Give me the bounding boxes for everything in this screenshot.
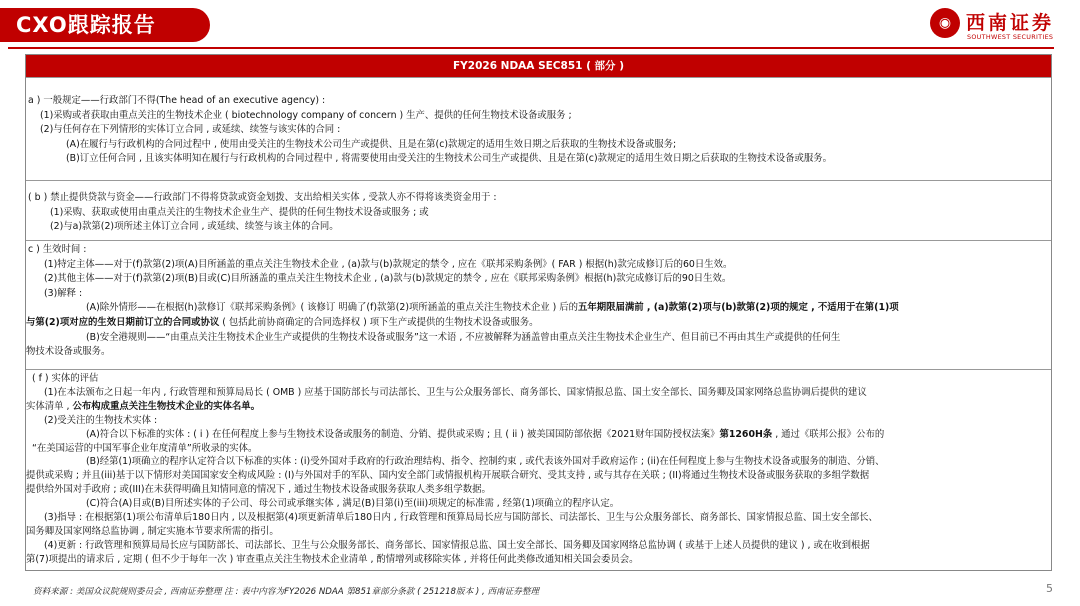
section-f-line-11: (3)指导 : 在根据第(1)项公布清单后180日内 , 以及根据第(4)项更新清单后180日内 , 行政管理和预算局局长应与国防部长、司法部长、卫生与公众服务部长、商务部长、国家情报总监、国土安全部长、 [44,512,878,524]
section-f-line-4: (2)受关注的生物技术实体 : [44,414,158,426]
section-f-line-3-bold: 公布构成重点关注生物技术企业的实体名单。 [72,400,260,412]
content-table [25,54,1052,571]
section-f-line-5-bold: 第1260H条 [719,428,773,440]
page-title: CXO跟踪报告 [16,13,156,37]
section-f-line-7: (B)经第(1)项确立的程序认定符合以下标准的实体 : (i)受外国对手政府的行政治理结构、指令、控制约束 , 或代表该外国对手政府运作 ; (ii)在任何程度上参与生物技术设备或服务的制造、分销、 [86,456,885,468]
section-c [26,240,1051,369]
section-a-line-5: (B)订立任何合同 , 且该实体明知在履行与行政机构的合同过程中 , 将需要使用由受关注的生物技术公司生产或提供、且是在第(c)款规定的适用生效日期之后获取的生物技术设备或服务。 [66,153,832,165]
section-f-line-3 [26,400,1051,414]
section-f-line-2: (1)在本法颁布之日起一年内 , 行政管理和预算局局长 ( OMB ) 应基于国防部长与司法部长、卫生与公众服务部长、商务部长、国家情报总监、国土安全部长、国务卿及国家网络总监协调后提供的建议 [44,386,867,398]
page-number: 5 [1046,582,1053,595]
company-logo [930,6,1070,46]
section-f-line-14: 第(7)项提出的请求后 , 定期 ( 但不少于每年一次 ) 审查重点关注生物技术企业清单 , 酌情增列或移除实体 , 并将任何此类修改通知相关国会委员会。 [26,553,639,565]
section-f-line-13: (4)更新 : 行政管理和预算局局长应与国防部长、司法部长、卫生与公众服务部长、商务部长、国家情报总监、国土安全部长、国务卿及国家网络总监协调 ( 或基于上述人员提供的建议 ) , 或在收到根据 [44,539,870,551]
section-f-line-10: (C)符合(A)目或(B)目所述实体的子公司、母公司或承继实体 , 满足(B)目第(i)至(iii)项规定的标准需 , 经第(1)项确立的程序认定。 [86,498,620,510]
section-f-line-5-text: (A)符合以下标准的实体 : ( i ) 在任何程度上参与生物技术设备或服务的制造、分销、提供或采购 ; 且 ( ii ) 被美国国防部依据《2021财年国防授权法案》 [86,428,720,440]
section-f-line-12: 国务卿及国家网络总监协调 , 制定实施本节要求所需的指引。 [26,525,279,537]
section-c-line-6 [26,316,1051,331]
table-heading: FY2026 NDAA SEC851 ( 部分 ) [26,55,1051,77]
header-divider [8,47,1054,49]
section-c-line-5 [26,301,1051,316]
section-f-line-5-tail: , 通过《联邦公报》公布的 [772,428,885,440]
section-c-line-7: (B)安全港规则——“由重点关注生物技术企业生产或提供的生物技术设备或服务”这一术语 , 不应被解释为涵盖曾由重点关注生物技术企业生产、但目前已不再由其生产或提供的任何生 [86,331,841,343]
section-c-line-2: (1)特定主体——对于(f)款第(2)项(A)目所涵盖的重点关注生物技术企业 , (a)款与(b)款规定的禁令 , 应在《联邦采购条例》( FAR ) 根据(h)款完成修订后的60日生效。 [44,258,733,270]
section-a-line-4: (A)在履行与行政机构的合同过程中 , 使用由受关注的生物技术公司生产或提供、且是在第(c)款规定的适用生效日期之后获取的生物技术设备或服务; [66,138,677,150]
top-bar [0,0,1080,48]
logo-mark-icon: ◉ [930,8,960,38]
section-c-line-6-bold: 与第(2)项对应的生效日期前订立的合同或协议 [26,316,220,328]
section-a-line-2: (1)采购或者获取由重点关注的生物技术企业 ( biotechnology company of concern ) 生产、提供的任何生物技术设备或服务 ; [40,109,572,121]
section-c-line-3: (2)其他主体——对于(f)款第(2)项(B)目或(C)目所涵盖的重点关注生物技术企业 , (a)款与(b)款规定的禁令 , 应在《联邦采购条例》根据(h)款完成修订后的90日生效。 [44,273,732,285]
section-a-line-1: a ) 一般规定——行政部门不得(The head of an executive agency) : [28,95,326,106]
section-c-line-8: 物技术设备或服务。 [26,346,111,358]
section-f-line-9: 提供给外国对手政府 ; 或(III)在未获得明确且知情同意的情况下 , 通过生物技术设备或服务获取人类多组学数据。 [26,484,491,496]
section-c-line-6-text: ( 包括此前协商确定的合同选择权 ) 项下生产或提供的生物技术设备或服务。 [219,316,539,328]
section-b-line-2: (1)采购、获取或使用由重点关注的生物技术企业生产、提供的任何生物技术设备或服务 ; 或 [50,206,429,218]
section-a [26,77,1051,180]
section-b-line-3: (2)与a)款第(2)项所述主体订立合同 , 或延续、续签与该主体的合同。 [50,221,339,233]
section-b [26,180,1051,240]
logo-text-en: SOUTHWEST SECURITIES [967,33,1054,41]
section-f-line-8: 提供或采购 ; 并且(iii)基于以下情形对美国国家安全构成风险 : (I)与外国对手的军队、国内安全部门或情报机构开展联合研究、受其支持 , 或与其存在关联 ; (II)将通过生物技术设备或服务获取的多组学数据 [26,470,870,482]
section-f-line-1: ( f ) 实体的评估 [32,373,99,384]
section-f [26,369,1051,571]
title-banner [0,8,210,42]
source-note: 资料来源 : 美国众议院规则委员会 , 西南证券整理 注 : 表中内容为FY2026 NDAA 第851章部分条款 ( 251218版本 ) , 西南证券整理 [33,587,540,597]
section-f-line-3-text: 实体清单 , [26,400,73,412]
logo-text-cn: 西南证券 [966,12,1055,34]
section-b-line-1: ( b ) 禁止提供贷款与资金——行政部门不得将贷款或资金划拨、支出给相关实体 , 受款人亦不得将该类资金用于 : [28,192,497,203]
section-c-line-5-text: (A)除外情形——在根据(h)款修订《联邦采购条例》( 该修订 明确了(f)款第(2)项所涵盖的重点关注生物技术企业 ) 后的 [86,302,578,314]
section-f-line-6: “在美国运营的中国军事企业年度清单”所收录的实体。 [32,442,258,454]
section-f-line-5 [26,428,1051,442]
section-c-line-5-bold: 五年期限届满前 , (a)款第(2)项与(b)款第(2)项的规定 , 不适用于在第(1)项 [578,302,899,314]
section-c-line-4: (3)解释 : [44,287,83,299]
section-c-line-1: c ) 生效时间 : [28,244,87,255]
section-a-line-3: (2)与任何存在下列情形的实体订立合同 , 或延续、续签与该实体的合同 : [40,124,341,136]
